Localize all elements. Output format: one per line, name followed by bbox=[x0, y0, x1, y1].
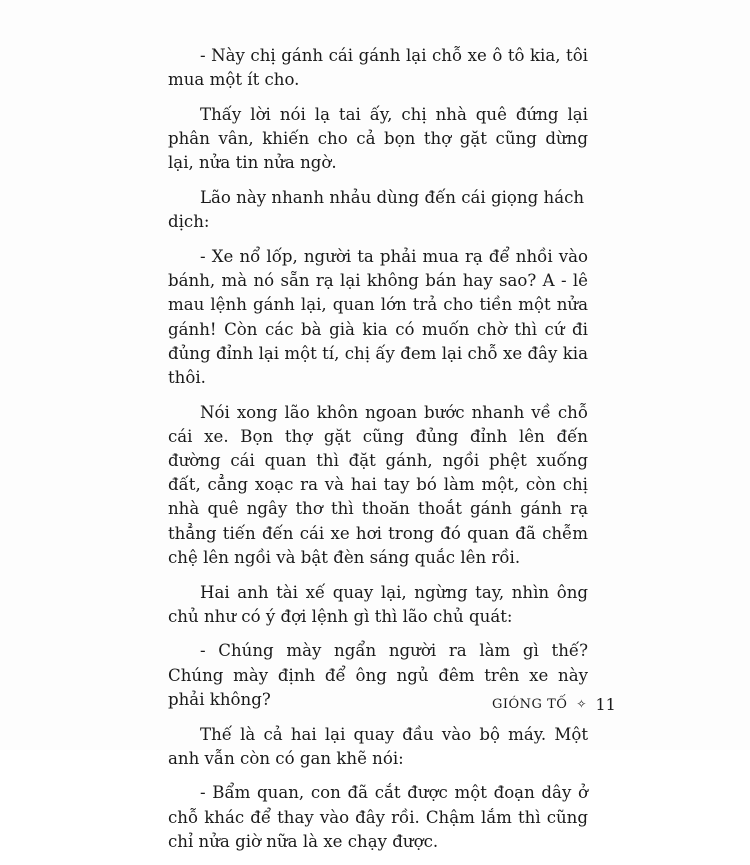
paragraph: Lão này nhanh nhảu dùng đến cái giọng hách dịch: bbox=[168, 188, 585, 232]
page-number: 11 bbox=[595, 694, 616, 714]
paragraph: - Này chị gánh cái gánh lại chỗ xe ô tô kia, tôi mua một ít cho. bbox=[168, 46, 588, 90]
paragraph: - Chúng mày ngẩn người ra làm gì thế? Chúng mày định để ông ngủ đêm trên xe này phải không? bbox=[168, 641, 588, 709]
paragraph: Nói xong lão khôn ngoan bước nhanh về chỗ cái xe. Bọn thợ gặt cũng đủng đỉnh lên đến đường cái quan thì đặt gánh, ngồi phệt xuống đất, cẳng xoạc ra và hai tay bó làm một, còn chị nhà quê ngây thơ thì thoăn thoắt gánh gánh rạ thẳng tiến đến cái xe hơi trong đó quan đã chễm chệ lên ngồi và bật đèn sáng quắc lên rồi. bbox=[168, 402, 588, 567]
body-text bbox=[168, 44, 588, 865]
paragraph: - Xe nổ lốp, người ta phải mua rạ để nhồi vào bánh, mà nó sẵn rạ lại không bán hay sao? A - lê mau lệnh gánh lại, quan lớn trả cho tiền một nửa gánh! Còn các bà già kia có muốn chờ thì cứ đi đủng đỉnh lại một tí, chị ấy đem lại chỗ xe đây kia thôi. bbox=[168, 246, 588, 387]
page-footer bbox=[492, 692, 616, 716]
running-title: GIÓNG TỐ bbox=[492, 696, 568, 712]
diamond-ornament-icon: ✧ bbox=[576, 697, 587, 711]
paragraph: Hai anh tài xế quay lại, ngừng tay, nhìn ông chủ như có ý đợi lệnh gì thì lão chủ quát: bbox=[168, 582, 588, 626]
paragraph: - Bẩm quan, con đã cắt được một đoạn dây ở chỗ khác để thay vào đây rồi. Chậm lắm thì cũng chỉ nửa giờ nữa là xe chạy được. bbox=[168, 783, 588, 851]
paragraph: Thế là cả hai lại quay đầu vào bộ máy. Một anh vẫn còn có gan khẽ nói: bbox=[168, 724, 588, 768]
paragraph: Thấy lời nói lạ tai ấy, chị nhà quê đứng lại phân vân, khiến cho cả bọn thợ gặt cũng dừng lại, nửa tin nửa ngờ. bbox=[168, 104, 588, 173]
